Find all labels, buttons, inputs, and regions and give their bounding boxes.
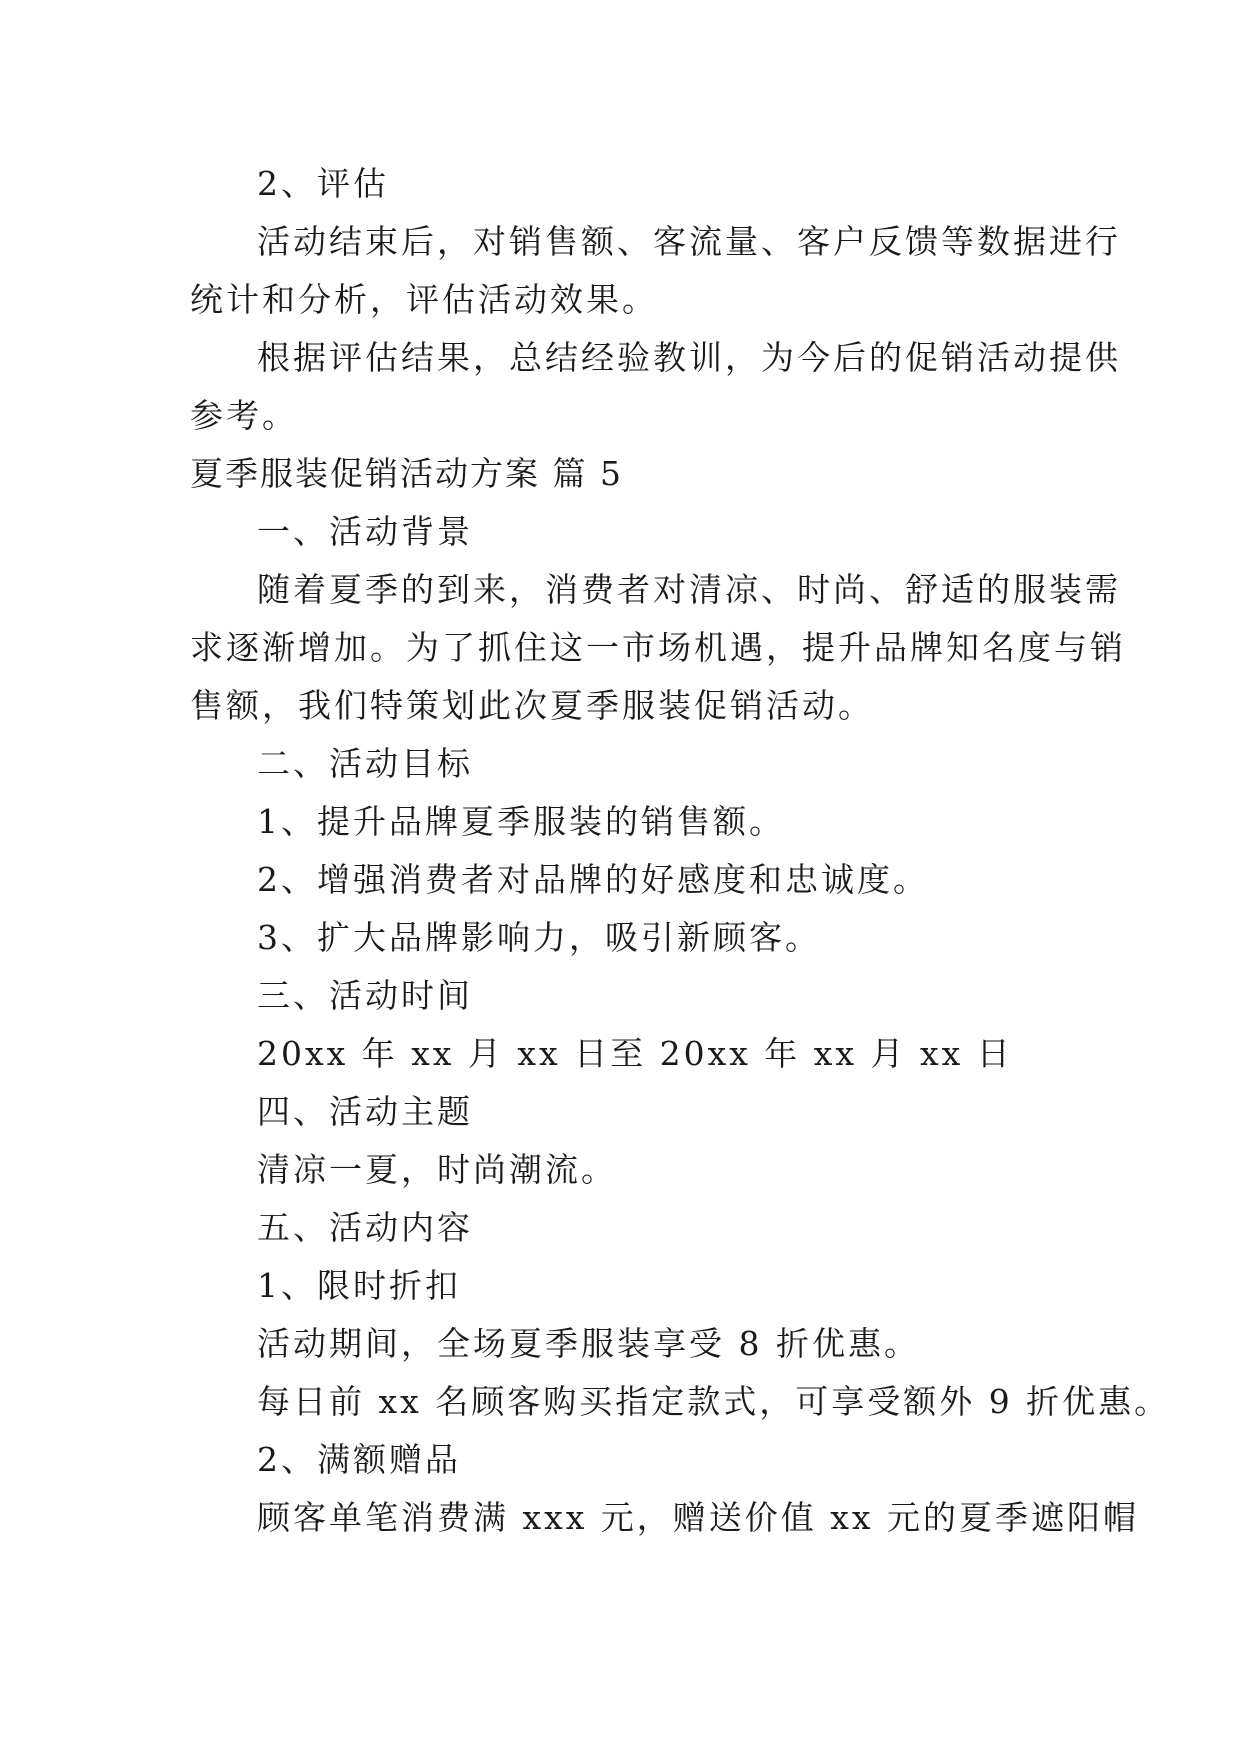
list-item: 2、增强消费者对品牌的好感度和忠诚度。 [257, 860, 929, 899]
list-item: 3、扩大品牌影响力，吸引新顾客。 [257, 918, 821, 957]
list-item: 1、提升品牌夏季服装的销售额。 [257, 802, 785, 841]
paragraph-line: 清凉一夏，时尚潮流。 [257, 1150, 617, 1189]
section-heading-content: 五、活动内容 [257, 1208, 473, 1247]
document-title: 夏季服装促销活动方案 篇 5 [190, 454, 623, 493]
paragraph-line: 根据评估结果，总结经验教训，为今后的促销活动提供 [257, 338, 1121, 377]
paragraph-line: 每日前 xx 名顾客购买指定款式，可享受额外 9 折优惠。 [257, 1382, 1171, 1421]
subsection-heading: 2、满额赠品 [257, 1440, 461, 1479]
section-heading-theme: 四、活动主题 [257, 1092, 473, 1131]
section-heading-goals: 二、活动目标 [257, 744, 473, 783]
paragraph-line: 统计和分析，评估活动效果。 [190, 280, 658, 319]
paragraph-line: 活动期间，全场夏季服装享受 8 折优惠。 [257, 1324, 920, 1363]
paragraph-line: 求逐渐增加。为了抓住这一市场机遇，提升品牌知名度与销 [190, 628, 1126, 667]
section-heading-background: 一、活动背景 [257, 512, 473, 551]
paragraph-line: 随着夏季的到来，消费者对清凉、时尚、舒适的服装需 [257, 570, 1121, 609]
section-heading-time: 三、活动时间 [257, 976, 473, 1015]
paragraph-line: 活动结束后，对销售额、客流量、客户反馈等数据进行 [257, 222, 1121, 261]
paragraph-line: 20xx 年 xx 月 xx 日至 20xx 年 xx 月 xx 日 [257, 1034, 1013, 1073]
paragraph-line: 售额，我们特策划此次夏季服装促销活动。 [190, 686, 874, 725]
subsection-heading: 1、限时折扣 [257, 1266, 461, 1305]
paragraph-line: 参考。 [190, 396, 298, 435]
paragraph-line: 顾客单笔消费满 xxx 元，赠送价值 xx 元的夏季遮阳帽 [257, 1498, 1140, 1537]
section-heading-evaluate: 2、评估 [257, 164, 389, 203]
